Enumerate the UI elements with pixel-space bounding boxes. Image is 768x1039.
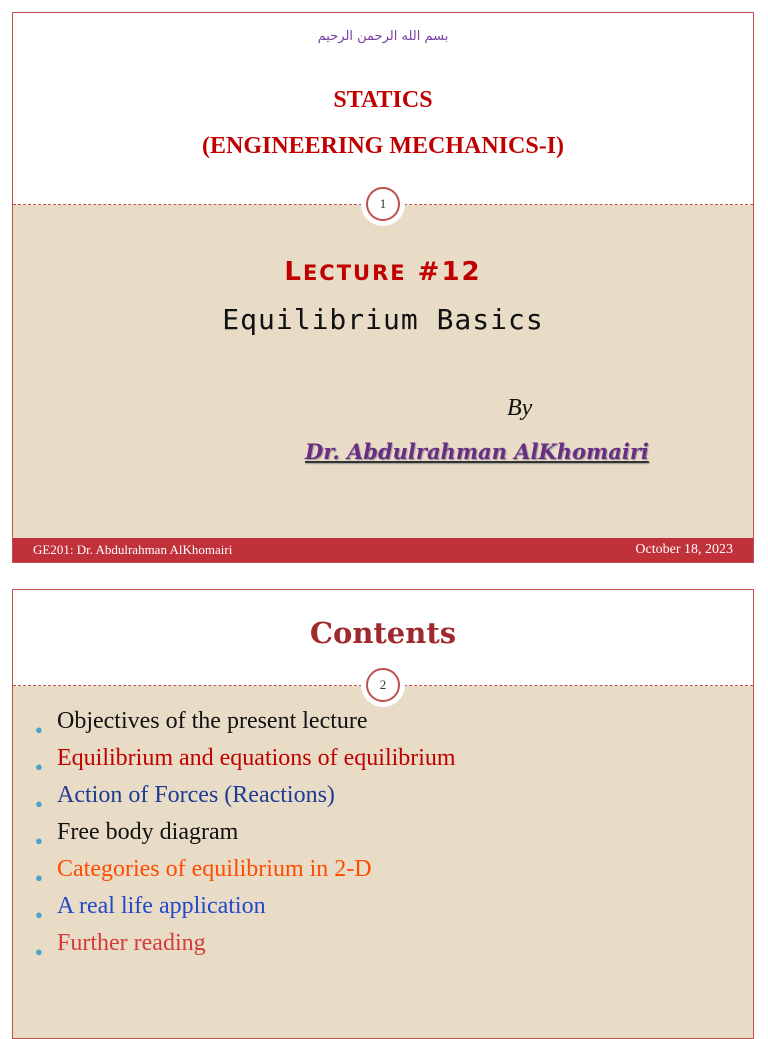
list-item [35,817,456,854]
list-item-text: Free body diagram [57,819,239,845]
lecture-title [13,257,753,287]
list-item [35,854,456,891]
list-item-text: Action of Forces (Reactions) [57,782,335,808]
contents-slide [12,589,754,1039]
list-item [35,780,456,817]
contents-title: Contents [309,616,457,650]
author-name: Dr. Abdulrahman AlKhomairi [305,439,649,464]
footer-bar [13,538,753,562]
bullet-dot-icon: ● [35,722,43,737]
course-title: STATICS [333,87,433,113]
lecture-number: #12 [417,257,482,287]
list-item [35,743,456,780]
bullet-dot-icon: ● [35,833,43,848]
list-item-text: Objectives of the present lecture [57,708,368,734]
lecture-label-mid: ECTURE [302,261,407,285]
bullet-dot-icon: ● [35,944,43,959]
bullet-dot-icon: ● [35,796,43,811]
footer-date: October 18, 2023 [635,542,733,557]
slide-header [13,13,753,205]
bullet-dot-icon: ● [35,870,43,885]
bullet-dot-icon: ● [35,907,43,922]
by-label: By [507,395,533,421]
footer-course: GE201: Dr. Abdulrahman AlKhomairi [33,542,233,557]
list-item [35,928,456,965]
list-item [35,891,456,928]
lecture-label-start: L [284,257,303,287]
list-item [35,706,456,743]
page-number: 1 [366,187,400,221]
lecture-subtitle: Equilibrium Basics [222,303,544,336]
list-item-text: Categories of equilibrium in 2-D [57,856,372,882]
bismillah-text: بسم الله الرحمن الرحيم [317,29,449,44]
list-item-text: Further reading [57,930,206,956]
contents-list [35,706,456,965]
bullet-dot-icon: ● [35,759,43,774]
list-item-text: Equilibrium and equations of equilibrium [57,745,456,771]
list-item-text: A real life application [57,893,266,919]
course-subtitle: (ENGINEERING MECHANICS-I) [201,133,565,159]
page-number: 2 [366,668,400,702]
title-slide [12,12,754,563]
